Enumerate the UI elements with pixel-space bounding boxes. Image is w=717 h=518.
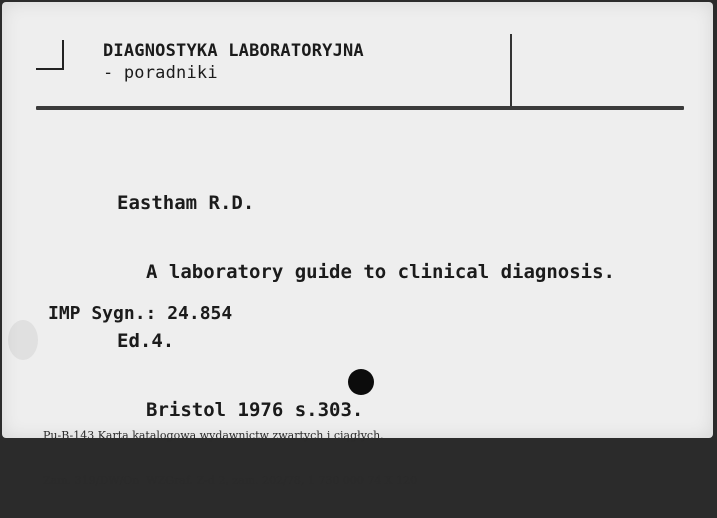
punch-hole — [348, 369, 374, 395]
corner-bracket-mark — [36, 40, 64, 70]
footer-line-1: Pu-B-143 Karta katalogowa wydawnictw zwartych i ciągłych. — [43, 429, 384, 442]
smudge — [8, 320, 38, 360]
subject-title: DIAGNOSTYKA LABORATORYJNA — [103, 41, 364, 61]
entry-author: Eastham R.D. — [117, 192, 255, 214]
catalog-card — [2, 2, 713, 487]
subject-subtitle: - poradniki — [103, 63, 218, 83]
entry-title: A laboratory guide to clinical diagnosis. — [146, 261, 615, 283]
card-footer — [43, 398, 417, 518]
header-horizontal-rule — [36, 106, 684, 110]
footer-line-2: Zam. 319/DW/On WZGraf. Z-d 2, zam. 202/78, 1 730 000 74 X 120 — [43, 474, 418, 487]
call-number: IMP Sygn.: 24.854 — [48, 303, 233, 324]
header-vertical-rule — [510, 34, 512, 108]
subject-heading — [103, 40, 364, 84]
entry-imprint: Bristol 1976 s.303. — [146, 399, 364, 421]
entry-edition: Ed.4. — [117, 330, 175, 352]
